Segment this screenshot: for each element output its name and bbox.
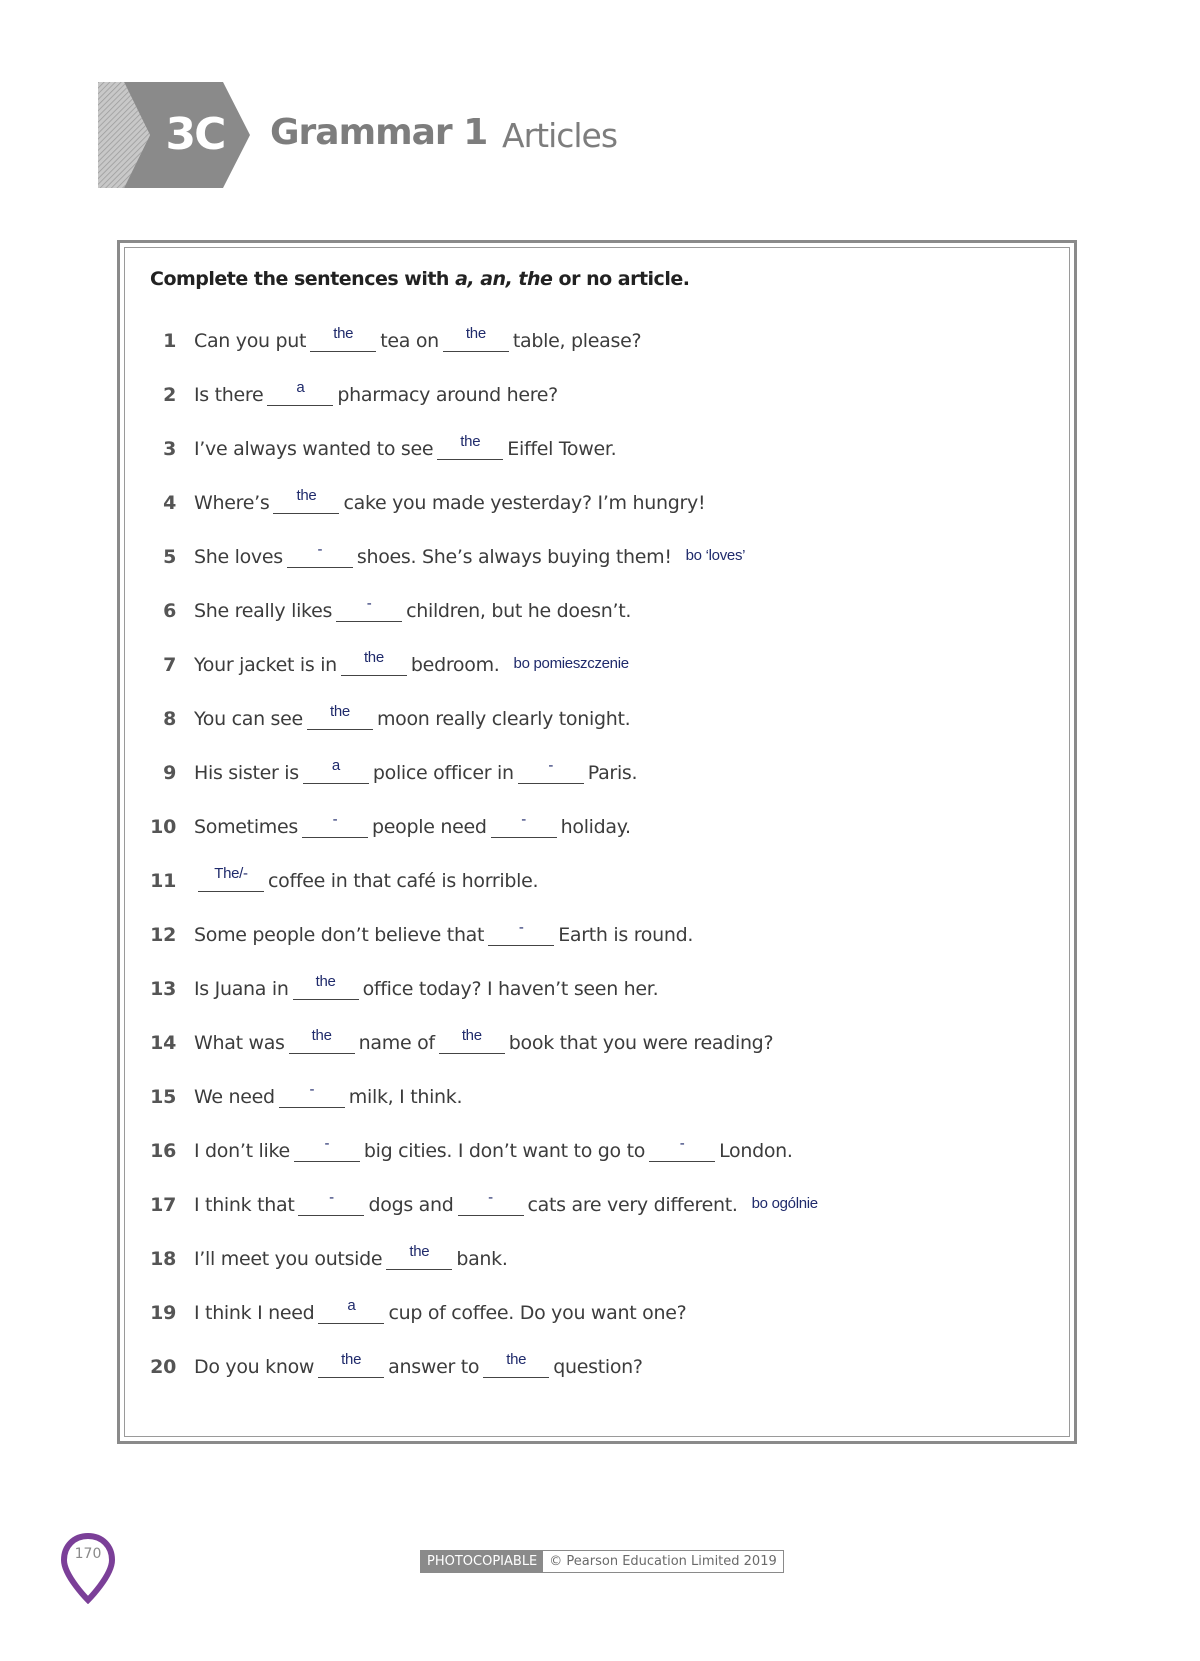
exercise-item: [140, 806, 631, 838]
sentence-text: question?: [553, 1356, 643, 1378]
exercise-item: [140, 590, 631, 622]
answer-blank[interactable]: [518, 757, 584, 784]
item-number: 5: [163, 546, 176, 568]
sentence-text: big cities. I don’t want to go to: [363, 1140, 646, 1162]
sentence-text: I think that: [194, 1194, 295, 1216]
sentence-text: Eiffel Tower.: [507, 438, 617, 460]
handwritten-answer: the: [333, 325, 354, 342]
sentence-text: I’ve always wanted to see: [194, 438, 434, 460]
sentence-text: children, but he doesn’t.: [406, 600, 632, 622]
sentence-text: What was: [194, 1032, 285, 1054]
answer-blank[interactable]: [318, 1351, 384, 1378]
answer-blank[interactable]: [386, 1243, 452, 1270]
item-number: 19: [150, 1302, 176, 1324]
item-number: 20: [150, 1356, 176, 1378]
handwritten-answer: the: [461, 1027, 482, 1044]
answer-blank[interactable]: [287, 541, 353, 568]
sentence-text: Can you put: [194, 330, 307, 352]
page-title: Grammar 1: [270, 112, 488, 153]
sentence-text: milk, I think.: [348, 1086, 463, 1108]
sentence-text: people need: [372, 816, 487, 838]
sentence-text: I think I need: [194, 1302, 315, 1324]
handwritten-answer: -: [332, 811, 338, 828]
exercise-item: [140, 1184, 818, 1216]
sentence-text: moon really clearly tonight.: [376, 708, 631, 730]
item-number: 6: [163, 600, 176, 622]
item-number: 15: [150, 1086, 176, 1108]
sentence-text: name of: [358, 1032, 435, 1054]
copyright-footer: [420, 1550, 784, 1573]
answer-blank[interactable]: [302, 811, 368, 838]
sentence-text: Paris.: [587, 762, 638, 784]
sentence-text: Where’s: [194, 492, 270, 514]
exercise-item: [140, 1130, 793, 1162]
sentence-text: I’ll meet you outside: [194, 1248, 383, 1270]
handwritten-answer: the: [465, 325, 486, 342]
handwritten-answer: the: [315, 973, 336, 990]
handwritten-answer: -: [309, 1081, 315, 1098]
sentence-text: You can see: [194, 708, 303, 730]
answer-blank[interactable]: [491, 811, 557, 838]
sentence-text: office today? I haven’t seen her.: [362, 978, 659, 1000]
sentence-text: She really likes: [194, 600, 333, 622]
handwritten-answer: -: [324, 1135, 330, 1152]
sentence-text: coffee in that café is horrible.: [268, 870, 539, 892]
exercise-item: [140, 1238, 508, 1270]
item-number: 11: [150, 870, 176, 892]
sentence-text: Sometimes: [194, 816, 299, 838]
item-number: 12: [150, 924, 176, 946]
handwritten-note: bo ogólnie: [751, 1195, 818, 1212]
handwritten-note: bo pomieszczenie: [513, 655, 629, 672]
sentence-text: holiday.: [560, 816, 631, 838]
exercise-item: [140, 914, 693, 946]
handwritten-note: bo ‘loves’: [685, 547, 746, 564]
handwritten-answer: -: [521, 811, 526, 828]
sentence-text: London.: [719, 1140, 793, 1162]
sentence-text: Is there: [194, 384, 264, 406]
item-number: 4: [163, 492, 176, 514]
answer-blank[interactable]: [458, 1189, 524, 1216]
answer-blank[interactable]: [298, 1189, 364, 1216]
sentence-text: We need: [194, 1086, 275, 1108]
handwritten-answer: the: [329, 703, 350, 720]
sentence-text: cats are very different.: [527, 1194, 738, 1216]
sentence-text: book that you were reading?: [508, 1032, 774, 1054]
sentence-text: His sister is: [194, 762, 299, 784]
answer-blank[interactable]: [488, 919, 554, 946]
answer-blank[interactable]: [273, 487, 339, 514]
handwritten-answer: a: [296, 379, 305, 396]
exercise-item: [140, 536, 745, 568]
answer-blank[interactable]: [439, 1027, 505, 1054]
copyright-text: © Pearson Education Limited 2019: [549, 1554, 777, 1569]
handwritten-answer: the: [460, 433, 481, 450]
item-number: 1: [163, 330, 176, 352]
exercise-item: [140, 1022, 773, 1054]
exercise-item: [140, 1292, 686, 1324]
answer-blank[interactable]: [318, 1297, 384, 1324]
handwritten-answer: -: [548, 757, 554, 774]
sentence-text: cake you made yesterday? I’m hungry!: [343, 492, 706, 514]
answer-blank[interactable]: [310, 325, 376, 352]
exercise-item: [140, 860, 538, 892]
sentence-text: Is Juana in: [194, 978, 289, 1000]
instruction-text-after: or no article.: [552, 268, 690, 290]
sentence-text: bank.: [456, 1248, 508, 1270]
item-number: 3: [163, 438, 176, 460]
handwritten-answer: -: [329, 1189, 334, 1206]
exercise-item: [140, 482, 705, 514]
handwritten-answer: a: [331, 757, 340, 774]
sentence-text: Your jacket is in: [194, 654, 337, 676]
sentence-text: answer to: [388, 1356, 480, 1378]
sentence-text: pharmacy around here?: [337, 384, 558, 406]
item-number: 16: [150, 1140, 176, 1162]
sentence-text: I don’t like: [194, 1140, 290, 1162]
sentence-text: shoes. She’s always buying them!: [356, 546, 672, 568]
answer-blank[interactable]: [307, 703, 373, 730]
answer-blank[interactable]: [341, 649, 407, 676]
item-number: 13: [150, 978, 176, 1000]
handwritten-answer: the: [311, 1027, 332, 1044]
item-number: 18: [150, 1248, 176, 1270]
handwritten-answer: a: [347, 1297, 356, 1314]
instruction-text-before: Complete the sentences with: [150, 268, 456, 290]
answer-blank[interactable]: [443, 325, 509, 352]
answer-blank[interactable]: [267, 379, 333, 406]
sentence-text: cup of coffee. Do you want one?: [388, 1302, 687, 1324]
handwritten-answer: -: [317, 541, 323, 558]
handwritten-answer: -: [518, 919, 524, 936]
sentence-text: Do you know: [194, 1356, 315, 1378]
section-code: 3C: [165, 109, 225, 160]
answer-blank[interactable]: [294, 1135, 360, 1162]
exercise-item: [140, 320, 641, 352]
answer-blank[interactable]: [437, 433, 503, 460]
answer-blank[interactable]: [649, 1135, 715, 1162]
answer-blank[interactable]: [289, 1027, 355, 1054]
exercise-item: [140, 752, 637, 784]
exercise-item: [140, 374, 558, 406]
exercise-item: [140, 698, 630, 730]
sentence-text: Earth is round.: [558, 924, 694, 946]
answer-blank[interactable]: [336, 595, 402, 622]
sentence-text: Some people don’t believe that: [194, 924, 485, 946]
sentence-text: bedroom.: [410, 654, 500, 676]
item-number: 7: [163, 654, 176, 676]
item-number: 17: [150, 1194, 176, 1216]
item-number: 2: [163, 384, 176, 406]
item-number: 8: [163, 708, 176, 730]
answer-blank[interactable]: [279, 1081, 345, 1108]
exercise-item: [140, 968, 658, 1000]
handwritten-answer: -: [488, 1189, 493, 1206]
exercise-item: [140, 1346, 643, 1378]
handwritten-answer: The/-: [214, 865, 248, 882]
page-number: 170: [74, 1546, 102, 1562]
handwritten-answer: -: [366, 595, 372, 612]
item-number: 14: [150, 1032, 176, 1054]
answer-blank[interactable]: [483, 1351, 549, 1378]
handwritten-answer: -: [679, 1135, 685, 1152]
handwritten-answer: the: [341, 1351, 362, 1368]
sentence-text: police officer in: [372, 762, 514, 784]
sentence-text: table, please?: [512, 330, 642, 352]
item-number: 9: [163, 762, 176, 784]
handwritten-answer: the: [409, 1243, 430, 1260]
answer-blank[interactable]: [303, 757, 369, 784]
handwritten-answer: the: [296, 487, 317, 504]
page-subtitle: Articles: [502, 116, 618, 155]
handwritten-answer: the: [363, 649, 384, 666]
answer-blank[interactable]: [293, 973, 359, 1000]
sentence-text: tea on: [380, 330, 439, 352]
instruction-options: a, an, the: [455, 268, 553, 290]
exercise-item: [140, 428, 616, 460]
sentence-text: She loves: [194, 546, 283, 568]
exercise-item: [140, 644, 629, 676]
handwritten-answer: the: [506, 1351, 527, 1368]
exercise-item: [140, 1076, 462, 1108]
sentence-text: dogs and: [368, 1194, 454, 1216]
photocopiable-tag: PHOTOCOPIABLE: [421, 1551, 543, 1572]
location-pin-icon: [60, 1532, 116, 1604]
item-number: 10: [150, 816, 176, 838]
answer-blank[interactable]: [198, 865, 264, 892]
